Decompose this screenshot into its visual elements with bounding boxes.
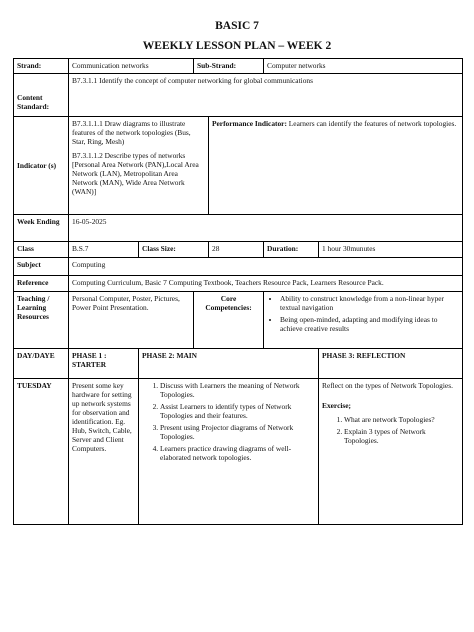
main-activity-item: 4. Learners practice drawing diagrams of well-elaborated network topologies. (160, 444, 315, 462)
sub-strand-value: Computer networks (264, 59, 463, 74)
class-row (14, 242, 463, 258)
reference-label: Reference (14, 276, 69, 292)
performance-indicator-value: Learners can identify the features of network topologies. (286, 119, 457, 128)
duration-label: Duration: (264, 242, 319, 258)
main-activity-item: 3. Present using Projector diagrams of Network Topologies. (160, 423, 315, 441)
main-activities (139, 379, 319, 525)
class-label: Class (14, 242, 69, 258)
main-activity-item: 1. Discuss with Learners the meaning of Network Topologies. (160, 381, 315, 399)
indicator-item-1: B7.3.1.1.1 Draw diagrams to illustrate features of the network topologies (Bus, Star, Ring, Mesh) (72, 119, 191, 147)
exercise-item: 2. Explain 3 types of Network Topologies. (344, 427, 459, 445)
subject-label: Subject (14, 258, 69, 276)
core-competencies (264, 292, 463, 349)
reflection-intro: Reflect on the types of Network Topologies. (322, 381, 453, 390)
day-tuesday: TUESDAY (14, 379, 69, 525)
content-standard-value: B7.3.1.1 Identify the concept of computer networking for global communications (69, 74, 463, 117)
phase-header-row (14, 349, 463, 379)
exercise-label: Exercise; (322, 401, 352, 411)
tuesday-row (14, 379, 463, 525)
strand-value: Communication networks (69, 59, 194, 74)
main-activity-item: 2. Assist Learners to identify types of Network Topologies and their features. (160, 402, 315, 420)
core-competency-item: • Ability to construct knowledge from a non-linear hyper textual navigation (280, 294, 459, 312)
resources-value: Personal Computer, Poster, Pictures, Power Point Presentation. (69, 292, 194, 349)
reference-row (14, 276, 463, 292)
strand-row (14, 59, 463, 74)
resources-label: Teaching / Learning Resources (14, 292, 69, 349)
page-title: BASIC 7 (215, 20, 259, 32)
content-standard-row (14, 74, 463, 117)
subject-row (14, 258, 463, 276)
week-ending-row (14, 215, 463, 242)
performance-indicator (209, 117, 463, 215)
week-ending-label: Week Ending (14, 215, 69, 242)
phase-1-header: PHASE 1 : STARTER (69, 349, 139, 379)
lesson-plan-table (13, 58, 463, 525)
indicator-items (69, 117, 209, 215)
starter-activity: Present some key hardware for setting up network systems for observation and identification. Eg. Hub, Switch, Cable, Server and Client Computers. (69, 379, 139, 525)
phase-2-header: PHASE 2: MAIN (139, 349, 319, 379)
reference-value: Computing Curriculum, Basic 7 Computing Textbook, Teachers Resource Pack, Learners Resource Pack. (69, 276, 463, 292)
phase-3-header: PHASE 3: REFLECTION (319, 349, 463, 379)
indicator-row (14, 117, 463, 215)
class-size-label: Class Size: (139, 242, 209, 258)
week-ending-value: 16-05-2025 (69, 215, 463, 242)
performance-indicator-label: Performance Indicator: (212, 119, 287, 128)
resources-row (14, 292, 463, 349)
reflection (319, 379, 463, 525)
core-competencies-label: Core Competencies: (194, 292, 264, 349)
content-standard-label: Content Standard: (14, 74, 69, 117)
core-competency-item: • Being open-minded, adapting and modifying ideas to achieve creative results (280, 315, 459, 333)
duration-value: 1 hour 30munutes (319, 242, 463, 258)
page-subtitle: WEEKLY LESSON PLAN – WEEK 2 (142, 40, 332, 52)
subject-value: Computing (69, 258, 463, 276)
strand-label: Strand: (14, 59, 69, 74)
day-header: DAY/DAYE (14, 349, 69, 379)
class-value: B.S.7 (69, 242, 139, 258)
exercise-item: 1. What are network Topologies? (344, 415, 459, 424)
class-size-value: 28 (209, 242, 264, 258)
sub-strand-label: Sub-Strand: (194, 59, 264, 74)
indicator-label: Indicator (s) (14, 117, 69, 215)
indicator-item-2: B7.3.1.1.2 Describe types of networks [Personal Area Network (PAN),Local Area Network (LAN), Metropolitan Area Network (MAN), Wide Area Network (WAN)] (72, 151, 199, 197)
